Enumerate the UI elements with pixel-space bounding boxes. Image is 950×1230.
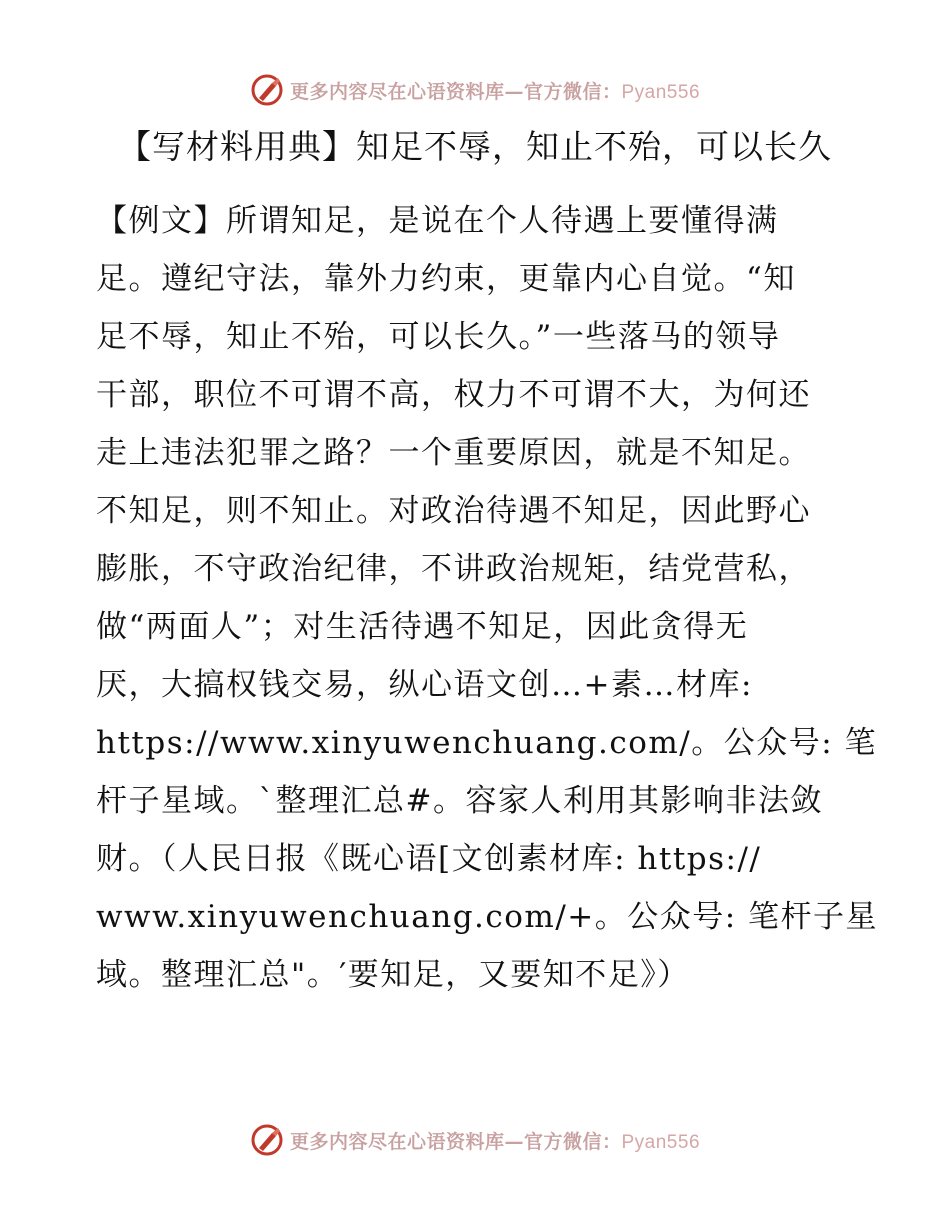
header-banner-handle: Pyan556 [621, 81, 701, 103]
body-line: 厌，大搞权钱交易，纵心语文创…+素…材库: [96, 667, 753, 703]
body-line: 走上违法犯罪之路？一个重要原因，就是不知足。 [96, 435, 811, 471]
body-line: 足不辱，知止不殆，可以长久。”一些落马的领导 [96, 319, 781, 355]
pen-logo-icon [250, 73, 284, 107]
body-line: 做“两面人”；对生活待遇不知足，因此贪得无 [96, 609, 749, 645]
body-line: 财。（人民日报《既心语[文创素材库: https:// [96, 841, 762, 877]
header-banner-label: 更多内容尽在心语资料库—官方微信： [289, 80, 622, 103]
body-line: 不知足，则不知止。对政治待遇不知足，因此野心 [96, 493, 811, 529]
article-body [96, 192, 879, 1004]
body-line: 【例文】所谓知足，是说在个人待遇上要懂得满 [96, 203, 779, 239]
footer-banner [0, 1120, 950, 1160]
body-line: 足。遵纪守法，靠外力约束，更靠内心自觉。“知 [96, 261, 796, 297]
footer-banner-label: 更多内容尽在心语资料库—官方微信： [289, 1130, 622, 1153]
body-line: 域。整理汇总"。′要知足，又要知不足》） [96, 957, 690, 993]
body-line: 干部，职位不可谓不高，权力不可谓不大，为何还 [96, 377, 811, 413]
body-line: 杆子星域。`整理汇总#。容家人利用其影响非法敛 [96, 783, 823, 819]
header-banner [0, 70, 950, 110]
body-line-link: https://www.xinyuwenchuang.com/。公众号: 笔 [96, 725, 878, 761]
page-title: 【写材料用典】知足不辱，知止不殆，可以长久 [118, 127, 832, 166]
pen-logo-icon [250, 1123, 284, 1157]
footer-banner-handle: Pyan556 [621, 1131, 701, 1153]
body-line-link: www.xinyuwenchuang.com/+。公众号: 笔杆子星 [96, 899, 879, 935]
body-line: 膨胀，不守政治纪律，不讲政治规矩，结党营私， [96, 551, 811, 587]
footer-banner-text [290, 1127, 700, 1154]
header-banner-text [290, 77, 700, 104]
